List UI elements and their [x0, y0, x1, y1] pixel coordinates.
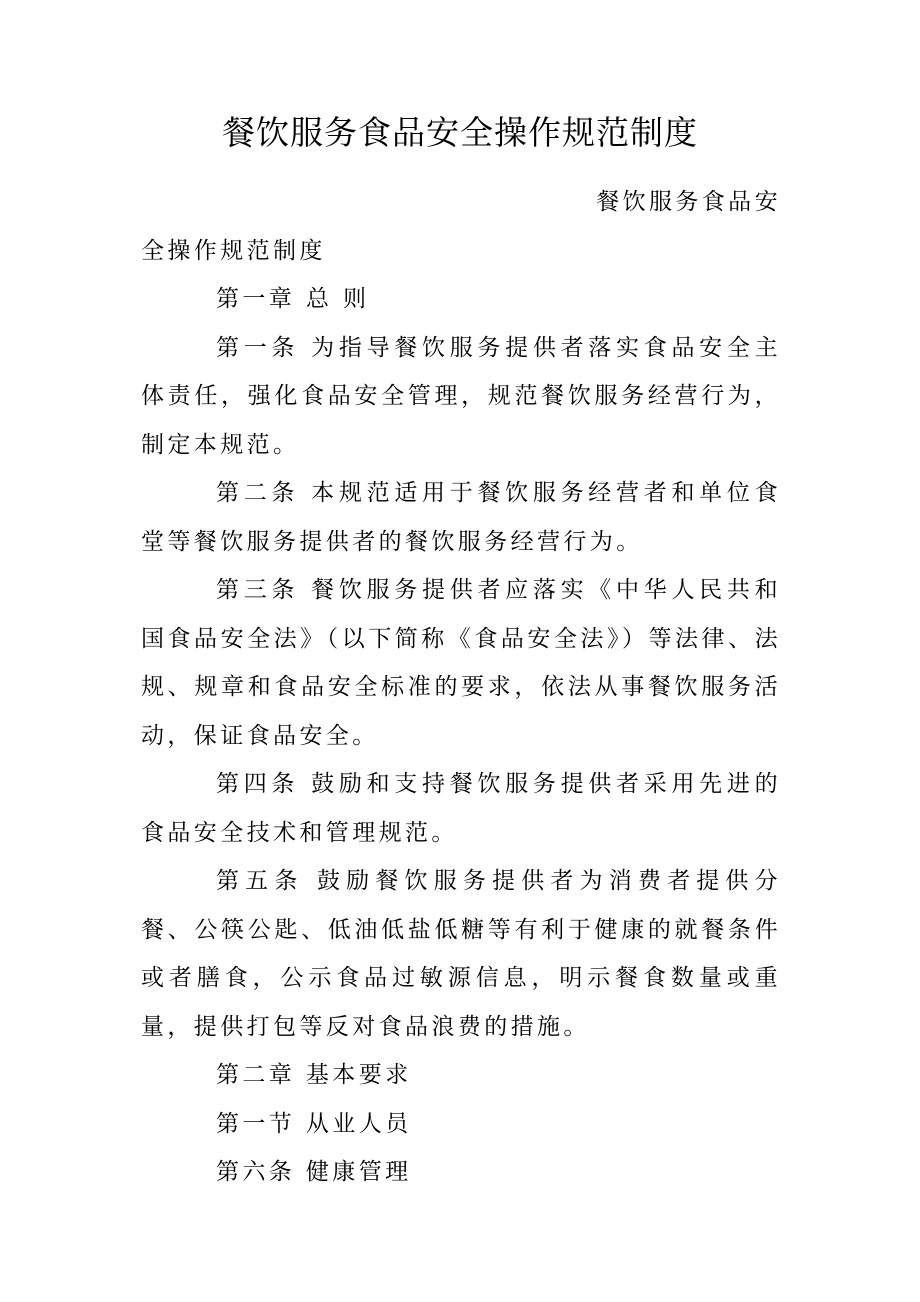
section-1-heading: 第一节 从业人员 [216, 1110, 412, 1137]
subtitle-line-1: 餐饮服务食品安 [596, 189, 781, 215]
article-4: 第四条 鼓励和支持餐饮服务提供者采用先进的食品安全技术和管理规范。 [141, 771, 781, 846]
article-2: 第二条 本规范适用于餐饮服务经营者和单位食堂等餐饮服务提供者的餐饮服务经营行为。 [141, 480, 781, 555]
chapter-2-heading: 第二章 基本要求 [216, 1062, 412, 1088]
subtitle-line-2: 全操作规范制度 [141, 237, 326, 264]
article-3: 第三条 餐饮服务提供者应落实《中华人民共和国食品安全法》（以下简称《食品安全法》）等法律、法规、规章和食品安全标准的要求，依法从事餐饮服务活动，保证食品安全。 [141, 577, 781, 749]
document-title: 餐饮服务食品安全操作规范制度 [222, 113, 698, 152]
chapter-1-heading: 第一章 总 则 [216, 286, 370, 312]
document-body [141, 178, 781, 1197]
article-5: 第五条 鼓励餐饮服务提供者为消费者提供分餐、公筷公匙、低油低盐低糖等有利于健康的就餐条件或者膳食，公示食品过敏源信息，明示餐食数量或重量，提供打包等反对食品浪费的措施。 [141, 868, 781, 1040]
article-1: 第一条 为指导餐饮服务提供者落实食品安全主体责任，强化食品安全管理，规范餐饮服务经营行为，制定本规范。 [141, 334, 781, 458]
article-6: 第六条 健康管理 [216, 1159, 412, 1185]
